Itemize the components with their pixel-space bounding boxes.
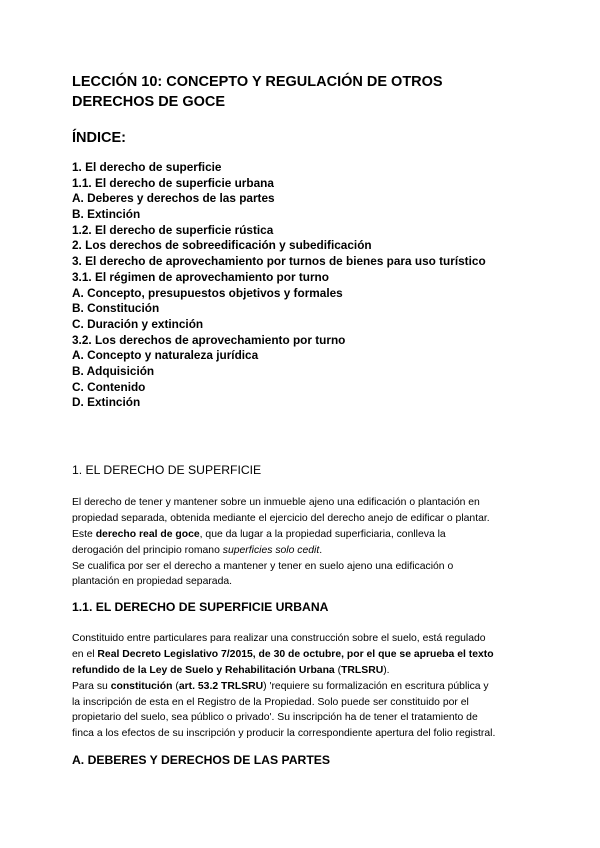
text-run: en el	[72, 648, 98, 660]
index-item: A. Concepto y naturaleza jurídica	[72, 348, 259, 363]
index-item: C. Contenido	[72, 379, 146, 394]
index-item: 1. El derecho de superficie	[72, 160, 222, 174]
paragraph-line: plantación en propiedad separada.	[72, 576, 233, 588]
text-run: Este	[72, 528, 96, 540]
paragraph-line: Constituido entre particulares para realizar una construcción sobre el suelo, está regulado	[72, 633, 486, 644]
index-item: 3.2. Los derechos de aprovechamiento por turno	[72, 332, 346, 347]
text-run: ) 'requiere su formalización en escritura pública y	[263, 680, 489, 692]
index-item: 2. Los derechos de sobreedificación y subedificación	[72, 238, 372, 253]
index-item: 1.1. El derecho de superficie urbana	[72, 175, 274, 190]
text-run: .	[319, 544, 323, 556]
index-item: C. Duración y extinción	[72, 316, 204, 331]
paragraph-superficie-urbana	[72, 631, 532, 742]
index-list	[72, 160, 528, 411]
bold-term: art. 53.2 TRLSRU	[178, 680, 264, 692]
section-heading-superficie: 1. EL DERECHO DE SUPERFICIE	[72, 463, 262, 477]
index-item: 3. El derecho de aprovechamiento por turnos de bienes para uso turístico	[72, 254, 486, 269]
italic-term: superficies solo cedit	[222, 544, 320, 556]
index-heading: ÍNDICE:	[72, 130, 126, 146]
index-item: A. Deberes y derechos de las partes	[72, 191, 275, 206]
paragraph-line	[72, 527, 532, 543]
section-heading-deberes-derechos: A. DEBERES Y DERECHOS DE LAS PARTES	[72, 753, 331, 767]
text-run: derogación del principio romano	[72, 544, 223, 556]
paragraph-line	[72, 679, 532, 695]
bold-term: derecho real de goce	[95, 528, 200, 540]
paragraph-line	[72, 663, 532, 679]
paragraph-line: finca a los efectos de su inscripción y producir la correspondiente apertura del folio registral.	[72, 728, 496, 740]
bold-term: refundido de la Ley de Suelo y Rehabilitación Urbana	[72, 664, 335, 676]
index-item: B. Adquisición	[72, 363, 155, 378]
text-run: ).	[383, 664, 390, 676]
text-run: (	[172, 680, 179, 692]
text-run: (	[334, 664, 342, 676]
document-title: LECCIÓN 10: CONCEPTO Y REGULACIÓN DE OTROS DERECHOS DE GOCE	[72, 74, 443, 110]
index-item: D. Extinción	[72, 395, 141, 410]
bold-term: constitución	[110, 680, 173, 692]
paragraph-superficie	[72, 495, 532, 590]
bold-term: TRLSRU	[341, 664, 384, 676]
index-item: A. Concepto, presupuestos objetivos y formales	[72, 285, 343, 300]
index-item: 3.1. El régimen de aprovechamiento por turno	[72, 269, 329, 284]
paragraph-line	[72, 543, 532, 559]
section-heading-superficie-urbana: 1.1. EL DERECHO DE SUPERFICIE URBANA	[72, 600, 329, 614]
paragraph-line: propiedad separada, obtenida mediante el ejercicio del derecho anejo de edificar o plantar.	[72, 512, 490, 524]
text-run: , que da lugar a la propiedad superficiaria, conlleva la	[199, 528, 446, 540]
paragraph-line: la inscripción de esta en el Registro de la Propiedad. Solo puede ser constituido por el	[72, 696, 469, 708]
index-item: B. Constitución	[72, 301, 160, 316]
index-item: B. Extinción	[72, 207, 141, 222]
paragraph-line: Se cualifica por ser el derecho a mantener y tener en suelo ajeno una edificación o	[72, 560, 454, 572]
paragraph-line: El derecho de tener y mantener sobre un inmueble ajeno una edificación o plantación en	[72, 497, 480, 508]
index-item: 1.2. El derecho de superficie rústica	[72, 222, 274, 237]
paragraph-line	[72, 647, 532, 663]
bold-term: Real Decreto Legislativo 7/2015, de 30 de octubre, por el que se aprueba el texto	[97, 648, 494, 660]
paragraph-line: propietario del suelo, sea público o privado'. Su inscripción ha de tener el tratamiento de	[72, 712, 478, 724]
text-run: Para su	[72, 680, 111, 692]
